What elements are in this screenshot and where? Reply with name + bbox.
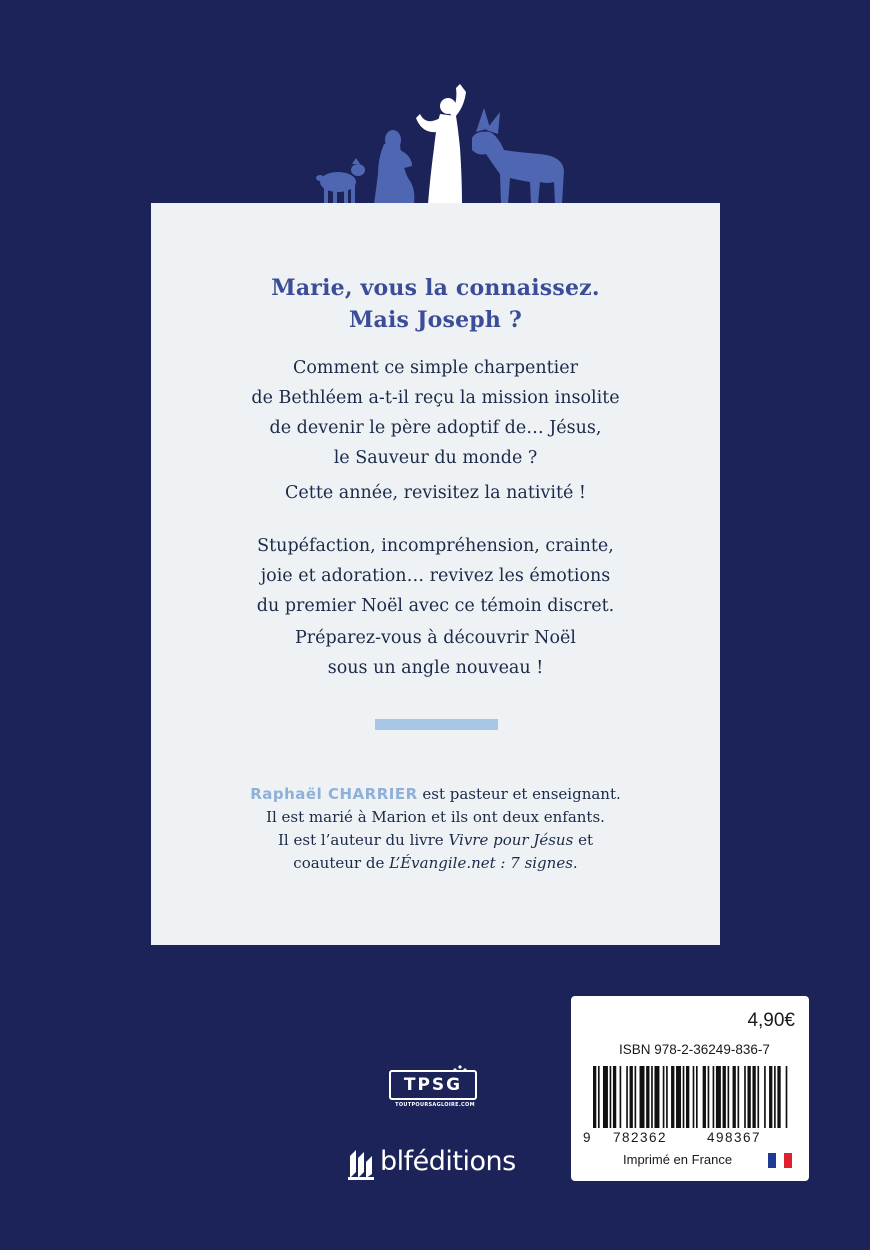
paragraph-1 xyxy=(151,353,720,473)
barcode-bar xyxy=(728,1066,730,1128)
barcode xyxy=(593,1066,789,1128)
barcode-bar xyxy=(713,1066,715,1128)
barcode-bar xyxy=(716,1066,721,1128)
paragraph-line: du premier Noël avec ce témoin discret. xyxy=(256,596,615,616)
barcode-bar xyxy=(666,1066,668,1128)
paragraph-4 xyxy=(151,623,720,683)
paragraph-line: Stupéfaction, incompréhension, crainte, xyxy=(257,536,614,556)
barcode-bar xyxy=(769,1066,772,1128)
paragraph-line: de devenir le père adoptif de… Jésus, xyxy=(269,418,602,438)
tpsg-website: TOUTPOURSAGLOIRE.COM xyxy=(395,1102,475,1108)
barcode-bar xyxy=(757,1066,759,1128)
tpsg-logo-text: TPSG xyxy=(389,1070,477,1100)
bio-line-1 xyxy=(151,783,720,806)
barcode-bar xyxy=(683,1066,685,1128)
donkey-icon xyxy=(472,108,564,204)
barcode-bar xyxy=(752,1066,755,1128)
barcode-bar xyxy=(610,1066,612,1128)
tpsg-logo xyxy=(389,1064,481,1114)
paragraph-line: le Sauveur du monde ? xyxy=(333,448,538,468)
bio-text: coauteur de xyxy=(293,854,390,872)
barcode-bar xyxy=(654,1066,659,1128)
joseph-icon xyxy=(416,84,466,204)
bio-line-2: Il est marié à Marion et ils ont deux enfants. xyxy=(266,808,605,826)
barcode-bar xyxy=(663,1066,665,1128)
barcode-bar xyxy=(593,1066,596,1128)
barcode-bar xyxy=(598,1066,600,1128)
barcode-digit-group: 782362 xyxy=(613,1130,668,1145)
paragraph-line: de Bethléem a-t-il reçu la mission insolite xyxy=(251,388,620,408)
barcode-bar xyxy=(786,1066,788,1128)
barcode-bar xyxy=(703,1066,706,1128)
blf-name: blféditions xyxy=(380,1146,516,1177)
bio-text: . xyxy=(572,854,578,872)
flag-stripe xyxy=(768,1153,776,1168)
barcode-bar xyxy=(635,1066,637,1128)
paragraph-line: Cette année, revisitez la nativité ! xyxy=(285,483,586,503)
barcode-bar xyxy=(747,1066,750,1128)
book-title: L’Évangile.net : 7 signes xyxy=(389,854,573,872)
tagline-line-2: Mais Joseph ? xyxy=(348,307,522,333)
price: 4,90€ xyxy=(747,1010,795,1031)
barcode-bar xyxy=(708,1066,710,1128)
barcode-bar xyxy=(651,1066,653,1128)
description-panel xyxy=(151,203,720,945)
barcode-bar xyxy=(640,1066,645,1128)
barcode-bar xyxy=(774,1066,776,1128)
paragraph-line: joie et adoration… revivez les émotions xyxy=(260,566,611,586)
bio-text: est pasteur et enseignant. xyxy=(417,785,621,803)
lamb-icon xyxy=(316,158,365,204)
blf-book-icon xyxy=(346,1148,376,1180)
nativity-illustration xyxy=(300,78,580,208)
barcode-bar xyxy=(738,1066,740,1128)
paragraph-line: sous un angle nouveau ! xyxy=(327,658,544,678)
barcode-bar xyxy=(777,1066,780,1128)
france-flag-icon xyxy=(768,1153,792,1168)
barcode-bar xyxy=(671,1066,674,1128)
barcode-bar xyxy=(693,1066,695,1128)
blf-logo xyxy=(346,1144,536,1184)
author-name: Raphaël CHARRIER xyxy=(250,785,418,803)
author-bio xyxy=(151,783,720,875)
bio-text: et xyxy=(573,831,593,849)
paragraph-line: Comment ce simple charpentier xyxy=(293,358,578,378)
bio-text: Il est l’auteur du livre xyxy=(278,831,449,849)
price-barcode-box xyxy=(571,996,809,1181)
paragraph-line: Préparez-vous à découvrir Noël xyxy=(295,628,576,648)
barcode-bar xyxy=(613,1066,616,1128)
bio-line-3 xyxy=(151,829,720,852)
barcode-bar xyxy=(696,1066,698,1128)
barcode-bar xyxy=(686,1066,689,1128)
barcode-bar xyxy=(630,1066,633,1128)
barcode-bar xyxy=(646,1066,649,1128)
barcode-bar xyxy=(676,1066,681,1128)
tagline-line-1: Marie, vous la connaissez. xyxy=(271,275,600,301)
flag-stripe xyxy=(784,1153,792,1168)
book-title: Vivre pour Jésus xyxy=(448,831,574,849)
barcode-digit-group: 9 xyxy=(583,1130,591,1145)
barcode-bar xyxy=(764,1066,766,1128)
divider xyxy=(375,719,498,730)
printed-in: Imprimé en France xyxy=(623,1152,733,1167)
barcode-bar xyxy=(626,1066,628,1128)
paragraph-2 xyxy=(151,478,720,508)
barcode-digit-group: 498367 xyxy=(707,1130,762,1145)
bio-line-4 xyxy=(151,852,720,875)
barcode-bar xyxy=(723,1066,726,1128)
mary-kneeling-icon xyxy=(374,130,414,204)
barcode-bar xyxy=(620,1066,622,1128)
paragraph-3 xyxy=(151,531,720,621)
flag-stripe xyxy=(776,1153,784,1168)
barcode-bar xyxy=(603,1066,608,1128)
barcode-bar xyxy=(744,1066,746,1128)
barcode-bar xyxy=(733,1066,736,1128)
isbn: ISBN 978-2-36249-836-7 xyxy=(619,1042,770,1057)
